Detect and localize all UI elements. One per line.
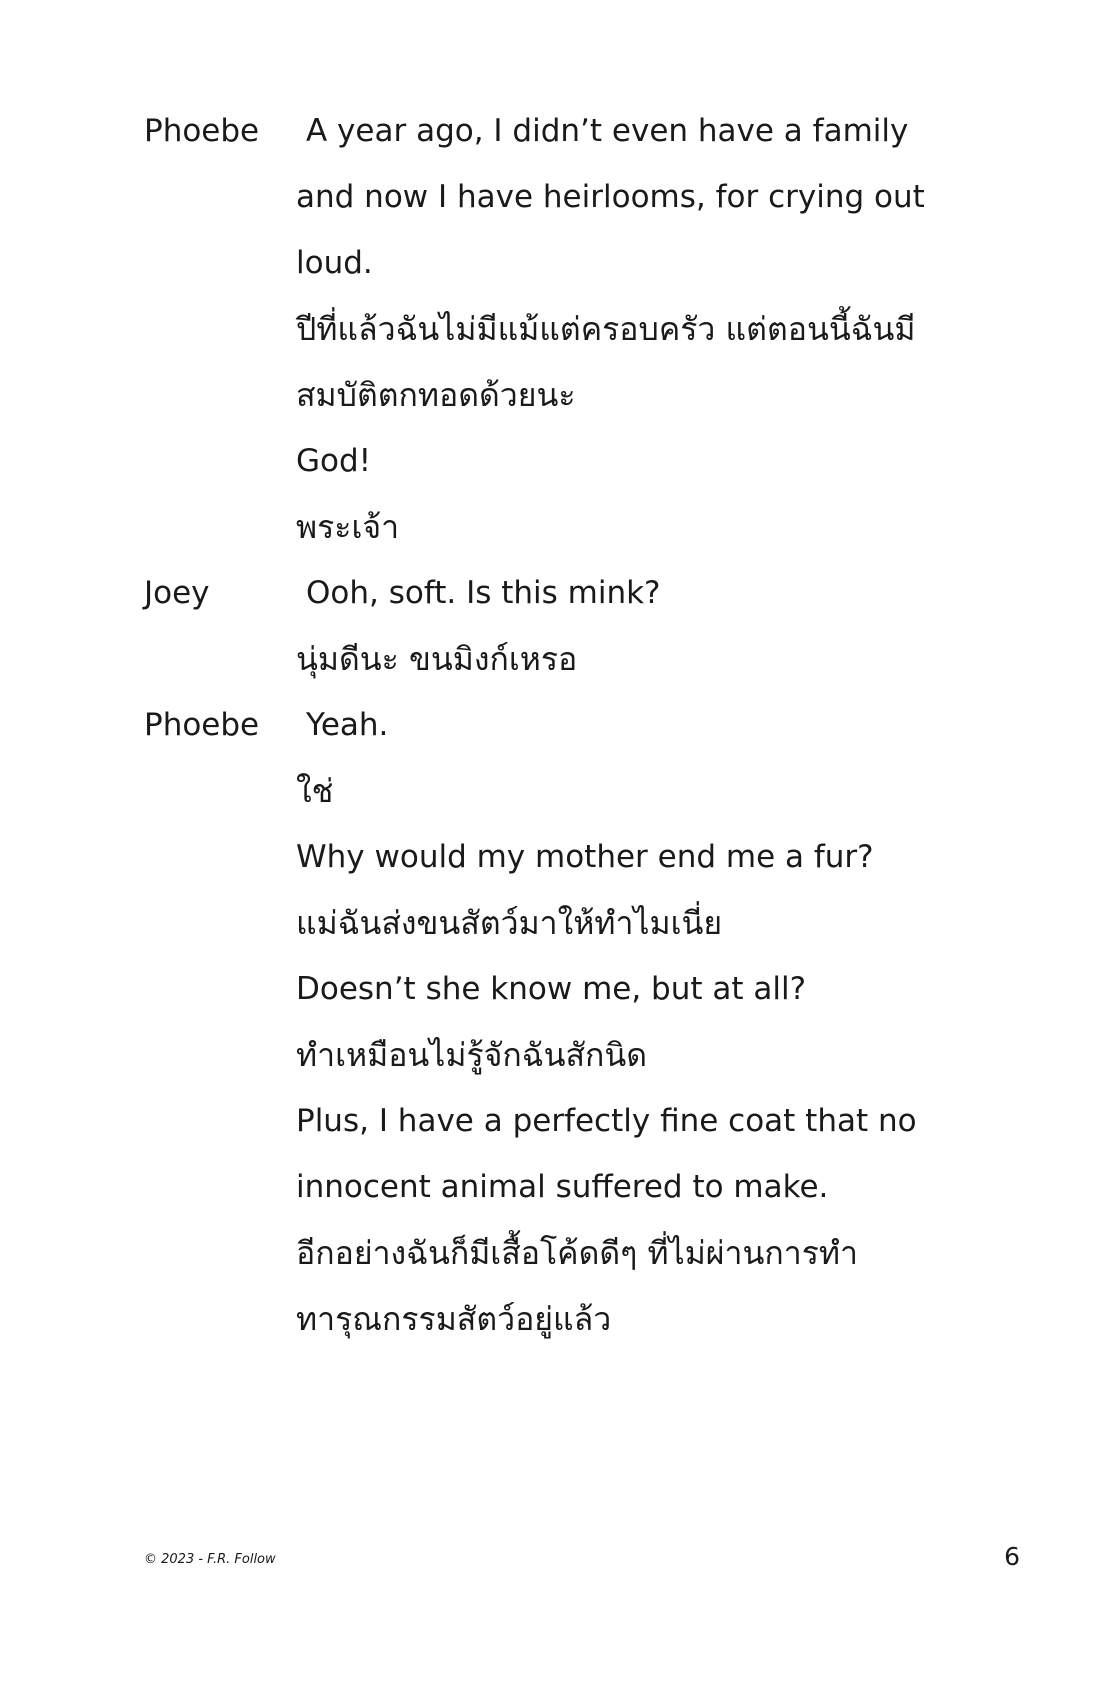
dialogue-line-thai: ทารุณกรรมสัตว์อยู่แล้ว [296, 1300, 612, 1338]
dialogue-lines [296, 98, 1014, 560]
speaker-name: Phoebe [144, 113, 260, 149]
dialogue-line-english: Doesn’t she know me, but at all? [296, 971, 807, 1007]
copyright-notice: © 2023 - F.R. Follow [144, 1552, 276, 1567]
dialogue-lines [296, 692, 1014, 1352]
dialogue-line-thai: อีกอย่างฉันก็มีเสื้อโค้ดดีๆ ที่ไม่ผ่านการทำ [296, 1234, 858, 1272]
dialogue-block [144, 98, 1014, 560]
dialogue-line-english: Yeah. [306, 707, 389, 743]
speaker-name: Phoebe [144, 707, 260, 743]
dialogue-block [144, 692, 1014, 1352]
dialogue-line-english: God! [296, 443, 372, 479]
dialogue-line-english: A year ago, I didn’t even have a family [306, 113, 909, 149]
dialogue-line-english: Plus, I have a perfectly fine coat that no [296, 1103, 917, 1139]
page-number: 6 [1004, 1542, 1020, 1571]
dialogue-script [144, 98, 1014, 1352]
dialogue-line-english: and now I have heirlooms, for crying out [296, 179, 925, 215]
dialogue-line-thai: นุ่มดีนะ ขนมิงก์เหรอ [296, 640, 578, 678]
dialogue-line-english: innocent animal suffered to make. [296, 1169, 829, 1205]
dialogue-line-thai: ใช่ [296, 772, 334, 810]
dialogue-line-english: Ooh, soft. Is this mink? [306, 575, 661, 611]
dialogue-block [144, 560, 1014, 692]
dialogue-line-thai: ปีที่แล้วฉันไม่มีแม้แต่ครอบครัว แต่ตอนนี้ฉันมี [296, 310, 916, 348]
dialogue-lines [296, 560, 1014, 692]
dialogue-line-thai: ทำเหมือนไม่รู้จักฉันสักนิด [296, 1036, 648, 1074]
dialogue-line-english: Why would my mother end me a fur? [296, 839, 874, 875]
dialogue-line-thai: แม่ฉันส่งขนสัตว์มาให้ทำไมเนี่ย [296, 904, 723, 942]
dialogue-line-english: loud. [296, 245, 373, 281]
dialogue-line-thai: พระเจ้า [296, 508, 400, 546]
speaker-name: Joey [144, 575, 210, 611]
dialogue-line-thai: สมบัติตกทอดด้วยนะ [296, 376, 576, 414]
